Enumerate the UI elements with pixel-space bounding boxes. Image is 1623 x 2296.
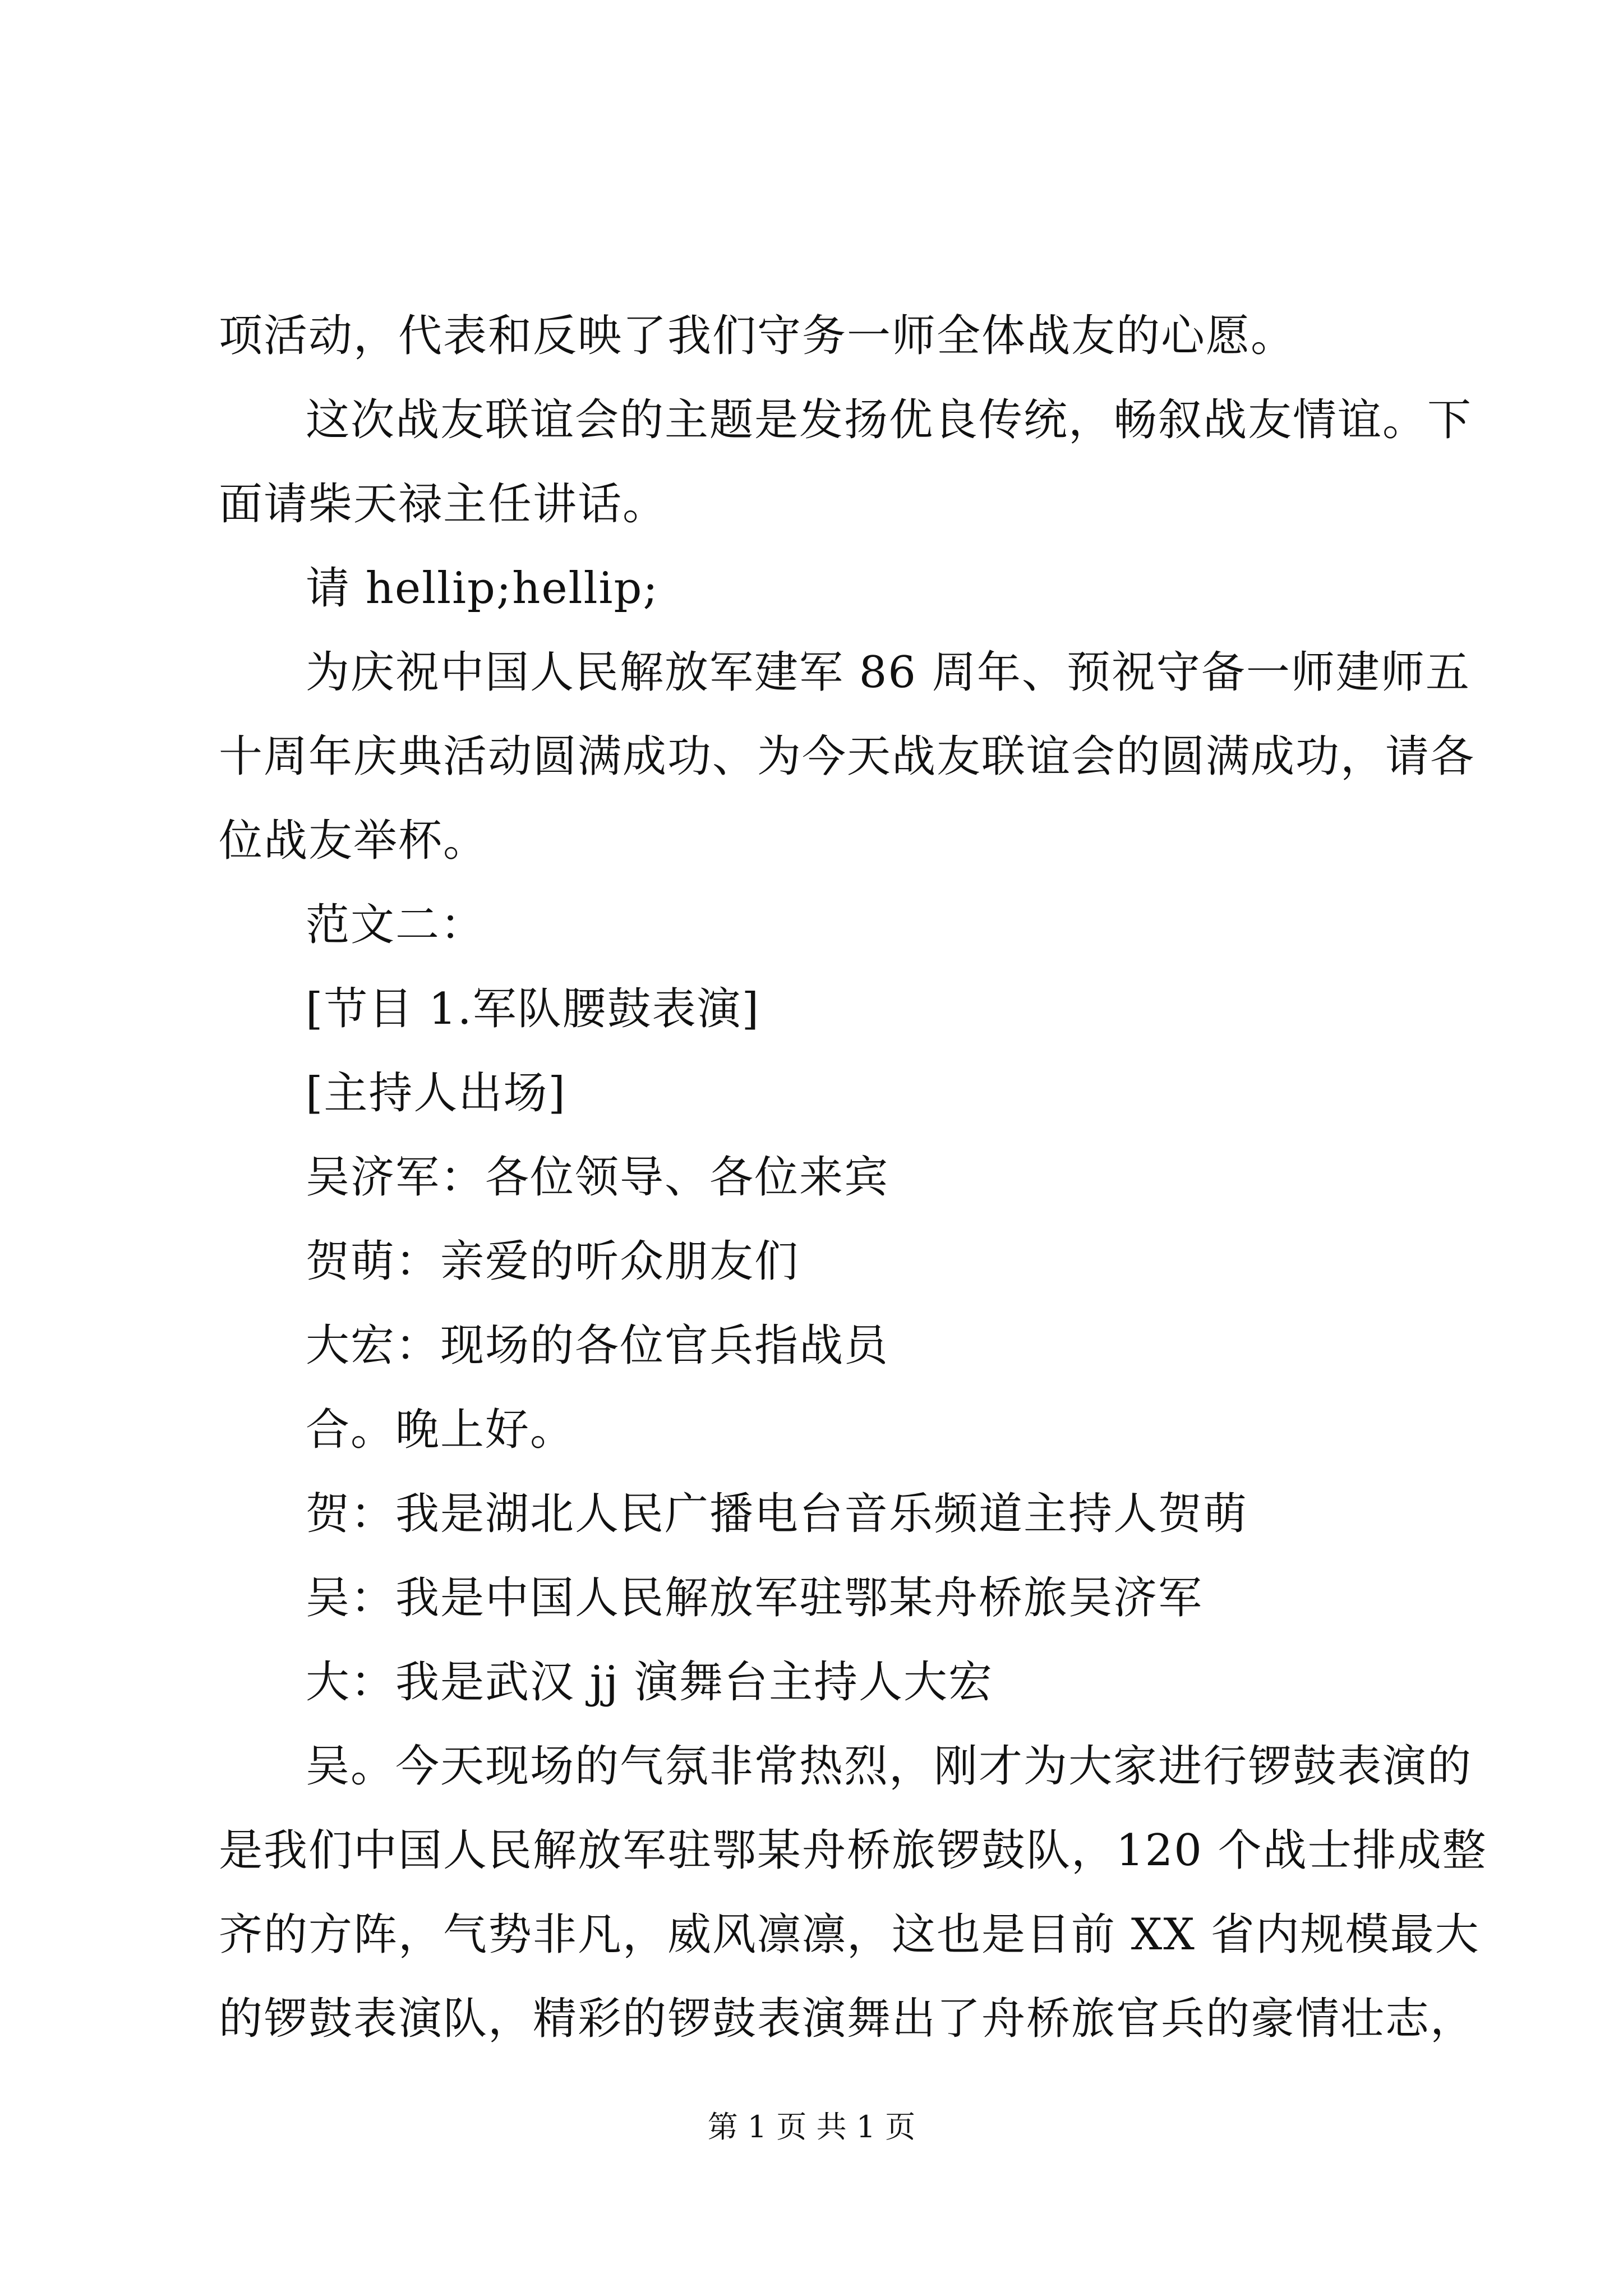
- text-line-21: 的锣鼓表演队，精彩的锣鼓表演舞出了舟桥旅官兵的豪情壮志，: [219, 1994, 1476, 2044]
- text-line-20: 齐的方阵，气势非凡，威风凛凛，这也是目前 XX 省内规模最大: [219, 1910, 1480, 1960]
- text-line-11: 吴济军：各位领导、各位来宾: [306, 1152, 889, 1203]
- text-line-2: 这次战友联谊会的主题是发扬优良传统，畅叙战友情谊。下: [306, 395, 1473, 445]
- text-line-8: 范文二：: [306, 900, 486, 950]
- text-line-9: [节目 1.军队腰鼓表演]: [306, 984, 760, 1034]
- text-line-7: 位战友举杯。: [219, 816, 488, 866]
- text-line-6: 十周年庆典活动圆满成功、为今天战友联谊会的圆满成功，请各: [219, 731, 1476, 782]
- text-line-15: 贺：我是湖北人民广播电台音乐频道主持人贺萌: [306, 1489, 1248, 1539]
- page-footer: 第 1 页 共 1 页: [707, 2109, 916, 2145]
- text-line-12: 贺萌：亲爱的听众朋友们: [306, 1236, 800, 1287]
- text-line-17: 大：我是武汉 jj 演舞台主持人大宏: [306, 1657, 993, 1708]
- text-line-19: 是我们中国人民解放军驻鄂某舟桥旅锣鼓队，120 个战士排成整: [219, 1825, 1487, 1876]
- text-line-16: 吴：我是中国人民解放军驻鄂某舟桥旅吴济军: [306, 1573, 1204, 1623]
- text-line-18: 吴。今天现场的气氛非常热烈，刚才为大家进行锣鼓表演的: [306, 1741, 1473, 1792]
- text-line-13: 大宏：现场的各位官兵指战员: [306, 1320, 889, 1371]
- text-line-10: [主持人出场]: [306, 1068, 566, 1119]
- text-line-5: 为庆祝中国人民解放军建军 86 周年、预祝守备一师建师五: [306, 647, 1470, 698]
- text-line-4: 请 hellip;hellip;: [306, 563, 659, 614]
- text-line-1: 项活动，代表和反映了我们守务一师全体战友的心愿。: [219, 311, 1296, 361]
- text-line-3: 面请柴天禄主任讲话。: [219, 479, 668, 530]
- text-line-14: 合。晚上好。: [306, 1405, 575, 1455]
